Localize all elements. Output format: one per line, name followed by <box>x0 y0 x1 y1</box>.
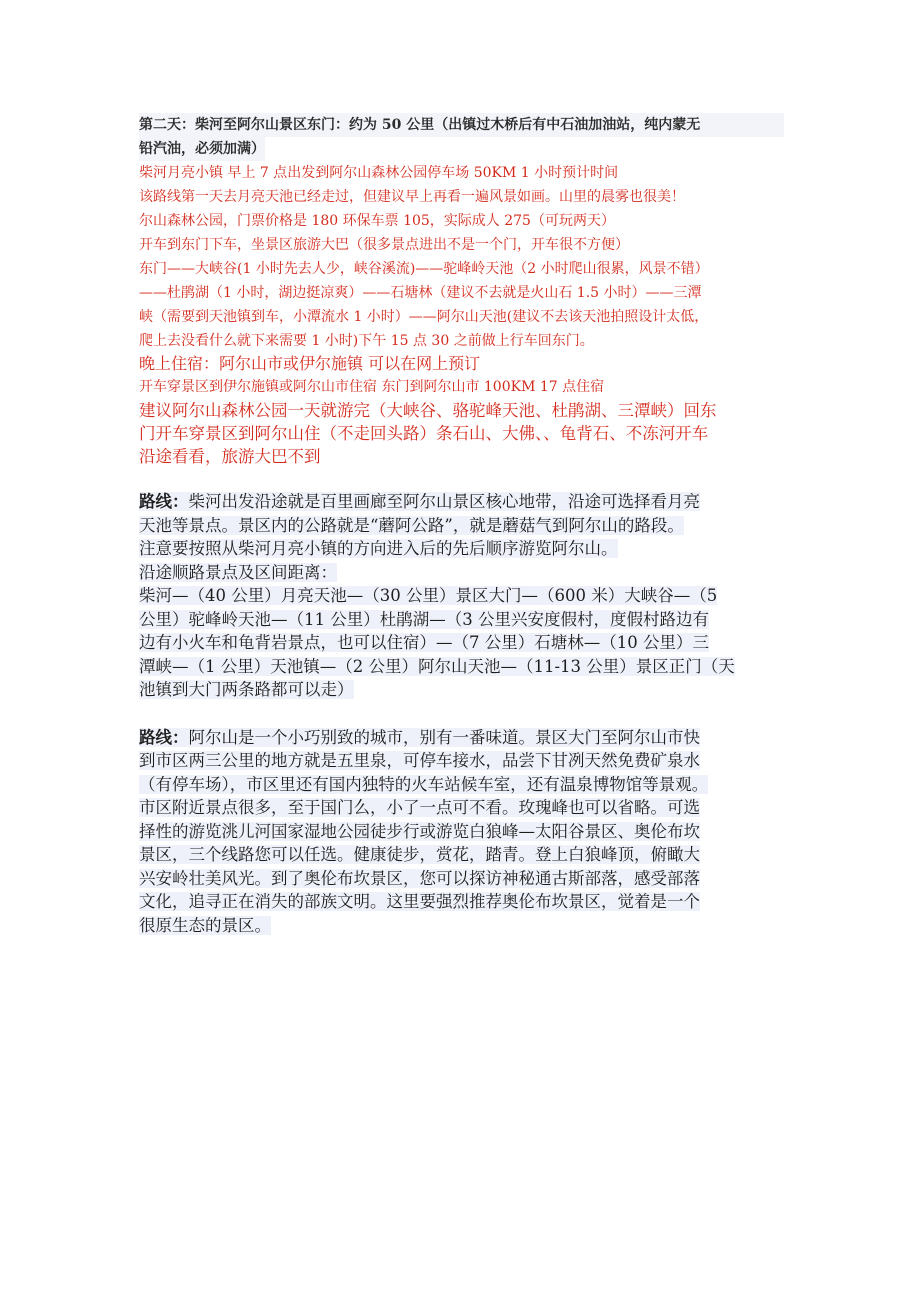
schedule-line-7: 峡（需要到天池镇到车，小潭流水 1 小时）——阿尔山天池(建议不去该天池拍照设计太低， <box>139 309 709 325</box>
schedule-line-6: ——杜鹃湖（1 小时，湖边挺凉爽）——石塘林（建议不去就是火山石 1.5 小时）——三潭 <box>139 285 702 301</box>
route-label-2: 路线： <box>139 727 189 747</box>
route1-line-3: 注意要按照从柴河月亮小镇的方向进入后的先后顺序游览阿尔山。 <box>139 539 618 558</box>
evening-stay: 晚上住宿：阿尔山市或伊尔施镇 可以在网上预订 <box>139 354 481 373</box>
day2-heading-line-2: 铅汽油，必须加满） <box>139 137 265 161</box>
suggest-line-2: 门开车穿景区到阿尔山住（不走回头路）条石山、大佛、、龟背石、不冻河开车 <box>139 424 709 443</box>
route-label-1: 路线： <box>139 492 189 511</box>
route2-line-2: 到市区两三公里的地方就是五里泉，可停车接水，品尝下甘冽天然免费矿泉水 <box>139 751 700 770</box>
route-section-2 <box>139 726 784 938</box>
route2-line-9: 很原生态的景区。 <box>139 915 271 935</box>
route1-line-2: 天池等景点。景区内的公路就是“蘑阿公路”，就是蘑菇气到阿尔山的路段。 <box>139 515 684 535</box>
day2-section <box>139 113 784 353</box>
route2-line-8: 文化，追寻正在消失的部族文明。这里要强烈推荐奥伦布坎景区，觉着是一个 <box>139 892 700 911</box>
schedule-line-5: 东门——大峡谷(1 小时先去人少，峡谷溪流)——驼峰岭天池（2 小时爬山很累，风景不错） <box>139 261 709 277</box>
distance-line-1: 柴河—（40 公里）月亮天池—（30 公里）景区大门—（600 米）大峡谷—（5 <box>139 586 718 605</box>
schedule-line-3: 尔山森林公园，门票价格是 180 环保车票 105，实际成人 275（可玩两天） <box>139 213 615 229</box>
distance-line-3: 边有小火车和龟背岩景点，也可以住宿）—（7 公里）石塘林—（10 公里）三 <box>139 633 709 652</box>
route2-line-1: 阿尔山是一个小巧别致的城市，别有一番味道。景区大门至阿尔山市快 <box>188 727 700 747</box>
route1-line-1: 柴河出发沿途就是百里画廊至阿尔山景区核心地带，沿途可选择看月亮 <box>188 492 700 511</box>
schedule-line-8: 爬上去没看什么就下来需要 1 小时)下午 15 点 30 之前做上行车回东门。 <box>139 333 594 349</box>
suggest-line-3: 沿途看看，旅游大巴不到 <box>139 447 321 466</box>
drive-note: 开车穿景区到伊尔施镇或阿尔山市住宿 东门到阿尔山市 100KM 17 点住宿 <box>139 379 605 395</box>
schedule-line-4: 开车到东门下车，坐景区旅游大巴（很多景点进出不是一个门，开车很不方便） <box>139 237 629 253</box>
document-content <box>139 113 784 937</box>
schedule-line-1: 柴河月亮小镇 早上 7 点出发到阿尔山森林公园停车场 50KM 1 小时预计时间 <box>139 165 619 181</box>
distance-line-2: 公里）驼峰岭天池—（11 公里）杜鹃湖—（3 公里兴安度假村，度假村路边有 <box>139 609 709 629</box>
schedule-line-2: 该路线第一天去月亮天池已经走过，但建议早上再看一遍风景如画。山里的晨雾也很美！ <box>139 189 685 205</box>
distance-title: 沿途顺路景点及区间距离： <box>139 562 337 582</box>
route2-line-3: （有停车场），市区里还有国内独特的火车站候车室，还有温泉博物馆等景观。 <box>139 774 709 794</box>
day2-heading-line-1: 第二天：柴河至阿尔山景区东门：约为 50 公里（出镇过木桥后有中石油加油站，纯内蒙无 <box>139 113 784 137</box>
route-section-1 <box>139 490 784 702</box>
distance-line-5: 池镇到大门两条路都可以走） <box>139 680 354 699</box>
route2-line-4: 市区附近景点很多，至于国门么，小了一点可不看。玫瑰峰也可以省略。可选 <box>139 798 700 817</box>
suggest-line-1: 建议阿尔山森林公园一天就游完（大峡谷、骆驼峰天池、杜鹃湖、三潭峡）回东 <box>139 401 717 420</box>
route2-line-6: 景区，三个线路您可以任选。健康徒步，赏花，踏青。登上白狼峰顶，俯瞰大 <box>139 845 700 864</box>
route2-line-7: 兴安岭壮美风光。到了奥伦布坎景区，您可以探访神秘通古斯部落，感受部落 <box>139 868 700 888</box>
distance-line-4: 潭峡—（1 公里）天池镇—（2 公里）阿尔山天池—（11-13 公里）景区正门（天 <box>139 656 735 676</box>
route2-line-5: 择性的游览洮儿河国家湿地公园徒步行或游览白狼峰—太阳谷景区、奥伦布坎 <box>139 821 700 841</box>
